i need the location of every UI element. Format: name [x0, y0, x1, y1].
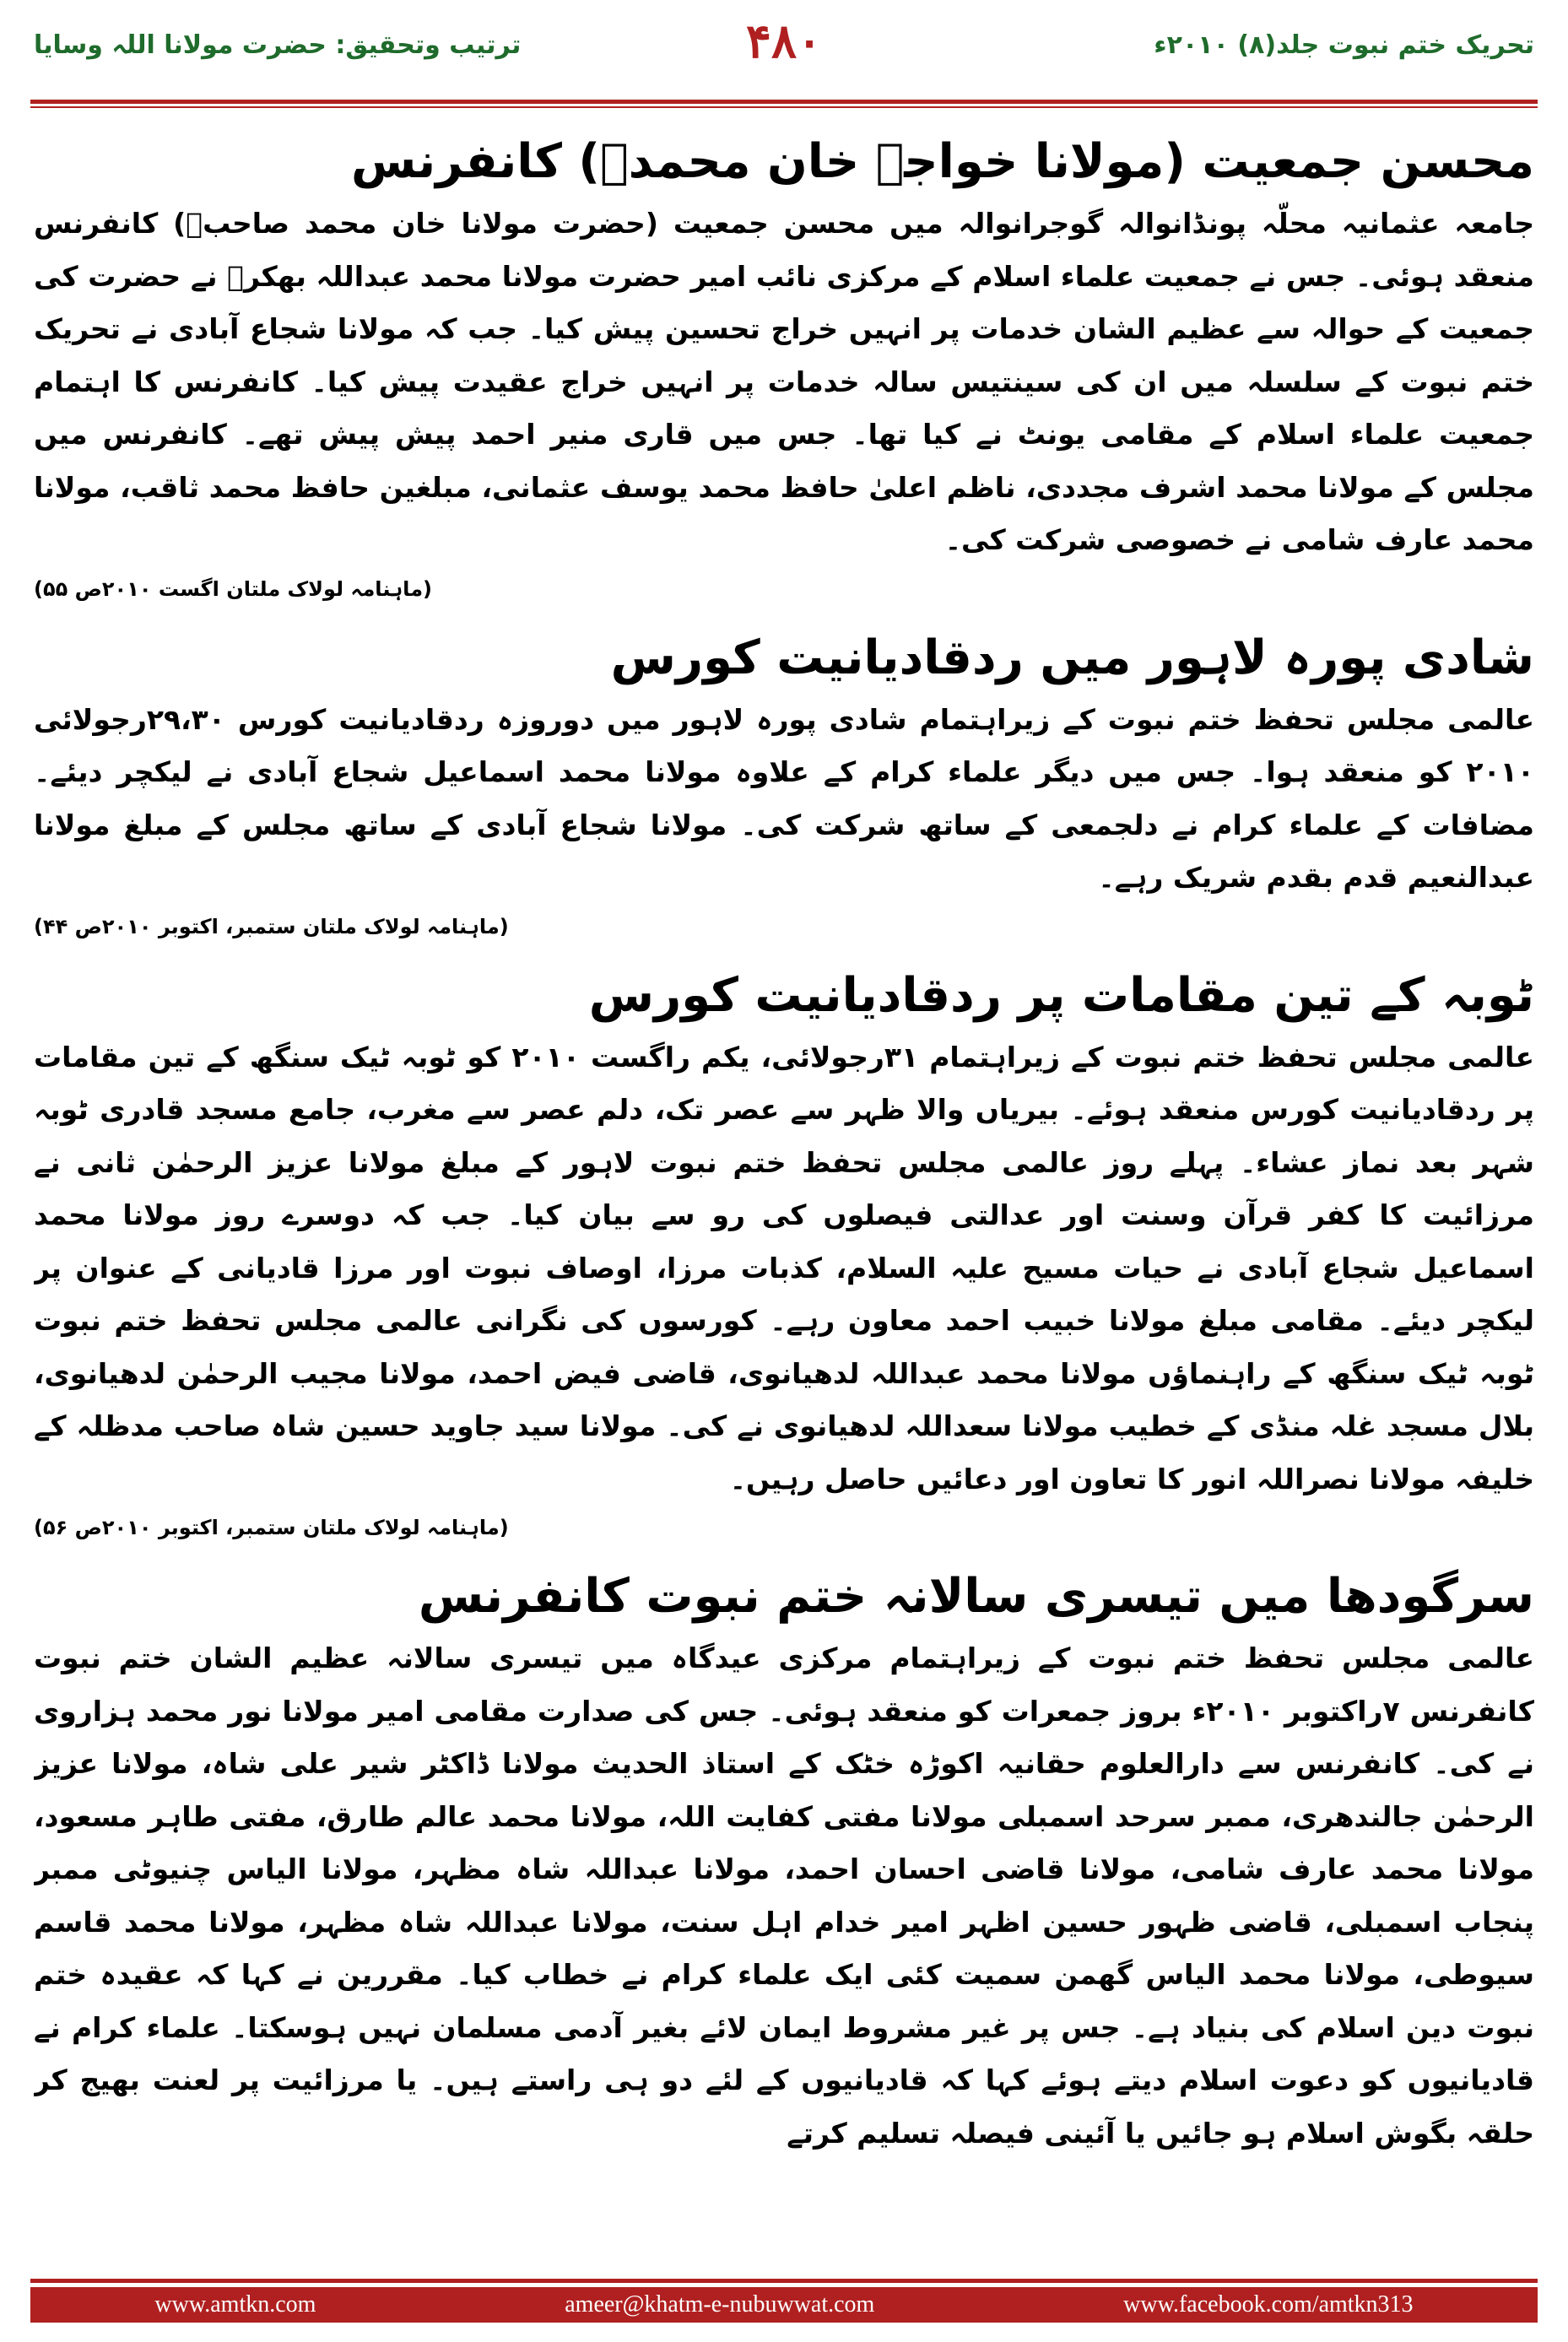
article-body — [34, 127, 1534, 2220]
section-toba-course — [34, 960, 1534, 1550]
compiler-credit: ترتیب وتحقیق: حضرت مولانا اللہ وسایا — [34, 30, 522, 60]
book-title: تحریک ختم نبوت جلد(۸) ۲۰۱۰ء — [1154, 30, 1534, 60]
website-link[interactable]: www.amtkn.com — [154, 2291, 316, 2318]
section-paragraph: جامعہ عثمانیہ محلّہ پونڈانوالہ گوجرانوالہ میں محسن جمعیت (حضرت مولانا خان محمد صاحبؒ) کانفرنس منعقد ہوئی۔ جس نے جمعیت علماء اسلام کے مرکزی نائب امیر حضرت مولانا محمد عبداللہ بھکرؒ نے حضرت کی جمعیت کے حوالہ سے عظیم الشان خدمات پر انہیں خراج تحسین پیش کیا۔ جب کہ مولانا شجاع آبادی نے تحریک ختم نبوت کے سلسلہ میں ان کی سینتیس سالہ خدمات پر انہیں خراج عقیدت پیش کیا۔ کانفرنس کا اہتمام جمعیت علماء اسلام کے مقامی یونٹ نے کیا تھا۔ جس میں قاری منیر احمد پیش پیش تھے۔ کانفرنس میں مجلس کے مولانا محمد اشرف مجددی، ناظم اعلیٰ حافظ محمد یوسف عثمانی، مبلغین حافظ محمد ثاقب، مولانا محمد عارف شامی نے خصوصی شرکت کی۔ — [34, 207, 1534, 556]
section-shadipura-course — [34, 623, 1534, 949]
page-footer — [0, 2279, 1568, 2342]
section-mohsin-jamiat — [34, 127, 1534, 611]
email-link[interactable]: ameer@khatm-e-nubuwwat.com — [565, 2291, 875, 2318]
section-title: شادی پورہ لاہور میں ردقادیانیت کورس — [610, 630, 1534, 685]
section-sargodha-conference — [34, 1561, 1534, 2160]
footer-links-bar — [30, 2287, 1538, 2323]
facebook-link[interactable]: www.facebook.com/amtkn313 — [1123, 2291, 1414, 2318]
source-reference: (ماہنامہ لولاک ملتان ستمبر، اکتوبر ۲۰۱۰ص ۴۴) — [34, 914, 509, 938]
section-paragraph: عالمی مجلس تحفظ ختم نبوت کے زیراہتمام مرکزی عیدگاہ میں تیسری سالانہ عظیم الشان ختم نبوت کانفرنس ۷راکتوبر ۲۰۱۰ء بروز جمعرات کو منعقد ہوئی۔ جس کی صدارت مقامی امیر مولانا نور محمد ہزاروی نے کی۔ کانفرنس سے دارالعلوم حقانیہ اکوڑہ خٹک کے استاذ الحدیث مولانا ڈاکٹر شیر علی شاہ، مولانا عزیز الرحمٰن جالندھری، ممبر سرحد اسمبلی مولانا مفتی کفایت اللہ، مولانا محمد عالم طارق، مفتی طاہر مسعود، مولانا محمد عارف شامی، مولانا قاضی احسان احمد، مولانا عبداللہ شاہ مظہر، مولانا الیاس چنیوٹی ممبر پنجاب اسمبلی، قاضی ظہور حسین اظہر امیر خدام اہل سنت، مولانا عبداللہ شاہ مظہر، مولانا محمد قاسم سیوطی، مولانا محمد الیاس گھمن سمیت کئی ایک علماء کرام نے خطاب کیا۔ مقررین نے کہا کہ عقیدہ ختم نبوت دین اسلام کی بنیاد ہے۔ جس پر غیر مشروط ایمان لائے بغیر آدمی مسلمان نہیں ہوسکتا۔ علماء کرام نے قادیانیوں کو دعوت اسلام دیتے ہوئے کہا کہ قادیانیوں کے لئے دو ہی راستے ہیں۔ یا مرزائیت پر لعنت بھیج کر حلقہ بگوش اسلام ہو جائیں یا آئینی فیصلہ تسلیم کرتے — [34, 1642, 1534, 2150]
section-title: سرگودھا میں تیسری سالانہ ختم نبوت کانفرنس — [418, 1569, 1534, 1624]
section-paragraph: عالمی مجلس تحفظ ختم نبوت کے زیراہتمام ۳۱رجولائی، یکم راگست ۲۰۱۰ کو ٹوبہ ٹیک سنگھ کے تین مقامات پر ردقادیانیت کورس منعقد ہوئے۔ بیریاں والا ظہر سے عصر تک، دلم عصر سے مغرب، جامع مسجد قادری ٹوبہ شہر بعد نماز عشاء۔ پہلے روز عالمی مجلس تحفظ ختم نبوت لاہور کے مبلغ مولانا عزیز الرحمٰن ثانی نے مرزائیت کا کفر قرآن وسنت اور عدالتی فیصلوں کی رو سے بیان کیا۔ جب کہ دوسرے روز مولانا محمد اسماعیل شجاع آبادی نے حیات مسیح علیہ السلام، کذبات مرزا، اوصاف نبوت اور مرزا قادیانی کے عنوان پر لیکچر دیئے۔ مقامی مبلغ مولانا خبیب احمد معاون رہے۔ کورسوں کی نگرانی عالمی مجلس تحفظ ختم نبوت ٹوبہ ٹیک سنگھ کے راہنماؤں مولانا محمد عبداللہ لدھیانوی، قاضی فیض احمد، مولانا مجیب الرحمٰن لدھیانوی، بلال مسجد غلہ منڈی کے خطیب مولانا سعداللہ لدھیانوی نے کی۔ مولانا سید جاوید حسین شاہ صاحب مدظلہ کے خلیفہ مولانا نصراللہ انور کا تعاون اور دعائیں حاصل رہیں۔ — [34, 1040, 1534, 1496]
section-title: محسن جمعیت (مولانا خواجہ خان محمدؒ) کانفرنس — [350, 134, 1534, 189]
page-number: ۴۸۰ — [745, 14, 823, 69]
source-reference: (ماہنامہ لولاک ملتان اگست ۲۰۱۰ص ۵۵) — [34, 576, 433, 601]
header-divider — [30, 100, 1538, 104]
source-reference: (ماہنامہ لولاک ملتان ستمبر، اکتوبر ۲۰۱۰ص ۵۶) — [34, 1516, 509, 1539]
section-title: ٹوبہ کے تین مقامات پر ردقادیانیت کورس — [588, 967, 1534, 1023]
header-divider-thin — [30, 106, 1538, 108]
section-paragraph: عالمی مجلس تحفظ ختم نبوت کے زیراہتمام شادی پورہ لاہور میں دوروزہ ردقادیانیت کورس ۲۹،۳۰رجولائی ۲۰۱۰ کو منعقد ہوا۔ جس میں دیگر علماء کرام کے علاوہ مولانا محمد اسماعیل شجاع آبادی نے لیکچر دیئے۔ مضافات کے علماء کرام نے دلجمعی کے ساتھ شرکت کی۔ مولانا شجاع آبادی کے ساتھ مجلس کے مبلغ مولانا عبدالنعیم قدم بقدم شریک رہے۔ — [34, 702, 1534, 894]
page-header — [0, 0, 1568, 110]
footer-divider — [30, 2279, 1538, 2283]
